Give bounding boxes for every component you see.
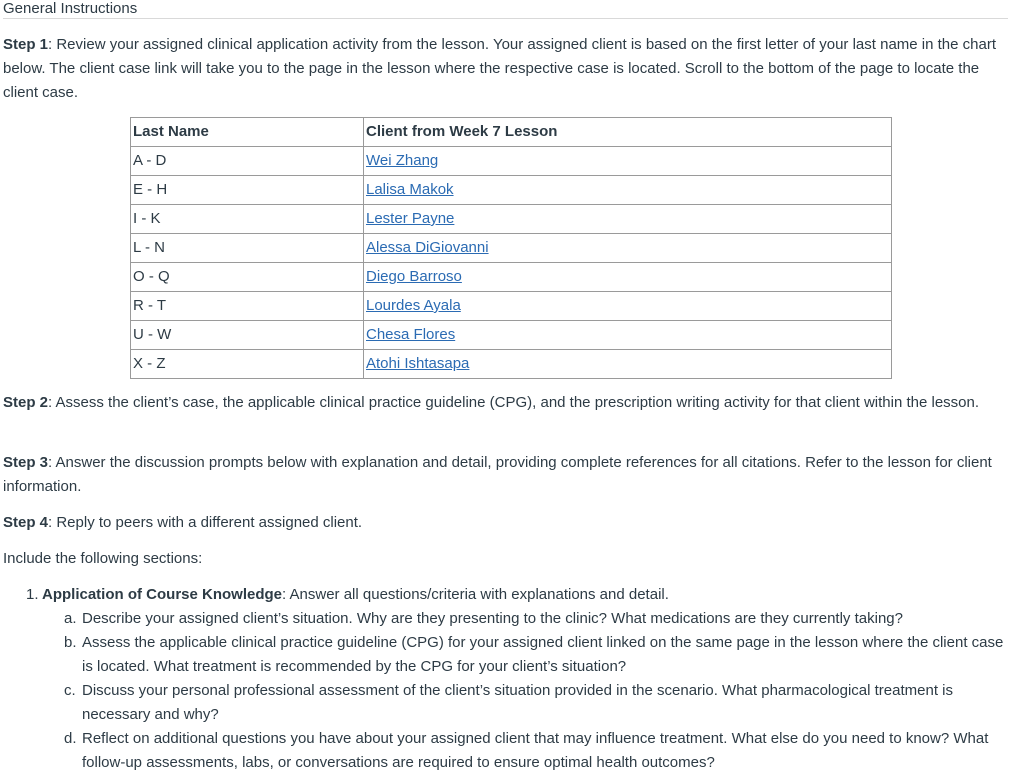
name-range: X - Z	[131, 350, 364, 379]
name-range: E - H	[131, 176, 364, 205]
step-2-text: : Assess the client’s case, the applicable clinical practice guideline (CPG), and the prescription writing activity for that client within the lesson.	[48, 394, 980, 411]
sub-letter: b.	[64, 634, 77, 651]
sub-list-item	[64, 727, 1006, 775]
list-item	[26, 583, 1006, 607]
sub-text: Reflect on additional questions you have about your assigned client that may influence treatment. What else do you need to know? What follow-up assessments, labs, or conversations are required to ensure optimal health outcomes?	[82, 730, 989, 771]
step-3-label: Step 3	[3, 454, 49, 471]
table-header-row	[131, 118, 892, 147]
name-range: U - W	[131, 321, 364, 350]
table-row	[131, 147, 892, 176]
step-1-label: Step 1	[3, 36, 49, 53]
step-1-text: : Review your assigned clinical application activity from the lesson. Your assigned client is based on the first letter of your last name in the chart below. The client case link will take you to the page in the lesson where the respective case is located. Scroll to the bottom of the page to locate the client case.	[3, 36, 997, 101]
client-link[interactable]: Lalisa Makok	[366, 181, 454, 198]
include-sections-intro: Include the following sections:	[3, 550, 203, 567]
step-4-text: : Reply to peers with a different assigned client.	[48, 514, 363, 531]
client-link[interactable]: Lourdes Ayala	[366, 297, 461, 314]
section-list	[26, 583, 1006, 607]
step-2-label: Step 2	[3, 394, 49, 411]
table-row	[131, 205, 892, 234]
sub-list-item	[64, 631, 1006, 679]
name-range: I - K	[131, 205, 364, 234]
section-text: : Answer all questions/criteria with explanations and detail.	[282, 586, 669, 603]
client-assignment-table	[130, 117, 892, 379]
sub-list-item	[64, 607, 1006, 631]
client-link[interactable]: Diego Barroso	[366, 268, 462, 285]
section-title: Application of Course Knowledge	[42, 586, 283, 603]
step-4-label: Step 4	[3, 514, 49, 531]
step-3-text: : Answer the discussion prompts below with explanation and detail, providing complete references for all citations. Refer to the lesson for client information.	[3, 454, 992, 495]
client-link[interactable]: Alessa DiGiovanni	[366, 239, 489, 256]
header-client: Client from Week 7 Lesson	[364, 118, 892, 147]
header-last-name: Last Name	[131, 118, 364, 147]
step-3-paragraph	[3, 451, 1005, 499]
name-range: A - D	[131, 147, 364, 176]
step-2-paragraph	[3, 391, 1005, 415]
name-range: L - N	[131, 234, 364, 263]
sub-text: Discuss your personal professional assessment of the client’s situation provided in the scenario. What pharmacological treatment is necessary and why?	[82, 682, 953, 723]
name-range: R - T	[131, 292, 364, 321]
client-link[interactable]: Wei Zhang	[366, 152, 439, 169]
table-row	[131, 350, 892, 379]
table-row	[131, 263, 892, 292]
sub-letter: a.	[64, 610, 77, 627]
section-heading: General Instructions	[3, 0, 1008, 19]
sub-letter: c.	[64, 682, 76, 699]
client-link[interactable]: Chesa Flores	[366, 326, 456, 343]
table-row	[131, 176, 892, 205]
client-link[interactable]: Lester Payne	[366, 210, 455, 227]
name-range: O - Q	[131, 263, 364, 292]
step-4-paragraph	[3, 511, 1005, 535]
list-number: 1.	[26, 586, 39, 603]
table-row	[131, 321, 892, 350]
sub-list-item	[64, 679, 1006, 727]
sub-text: Describe your assigned client’s situation. Why are they presenting to the clinic? What medications are they currently taking?	[82, 610, 903, 627]
client-link[interactable]: Atohi Ishtasapa	[366, 355, 470, 372]
sub-text: Assess the applicable clinical practice guideline (CPG) for your assigned client linked on the same page in the lesson where the client case is located. What treatment is recommended by the CPG for your client’s situation?	[82, 634, 1004, 675]
step-1-paragraph	[3, 33, 1005, 105]
table-row	[131, 234, 892, 263]
table-row	[131, 292, 892, 321]
sub-letter: d.	[64, 730, 77, 747]
